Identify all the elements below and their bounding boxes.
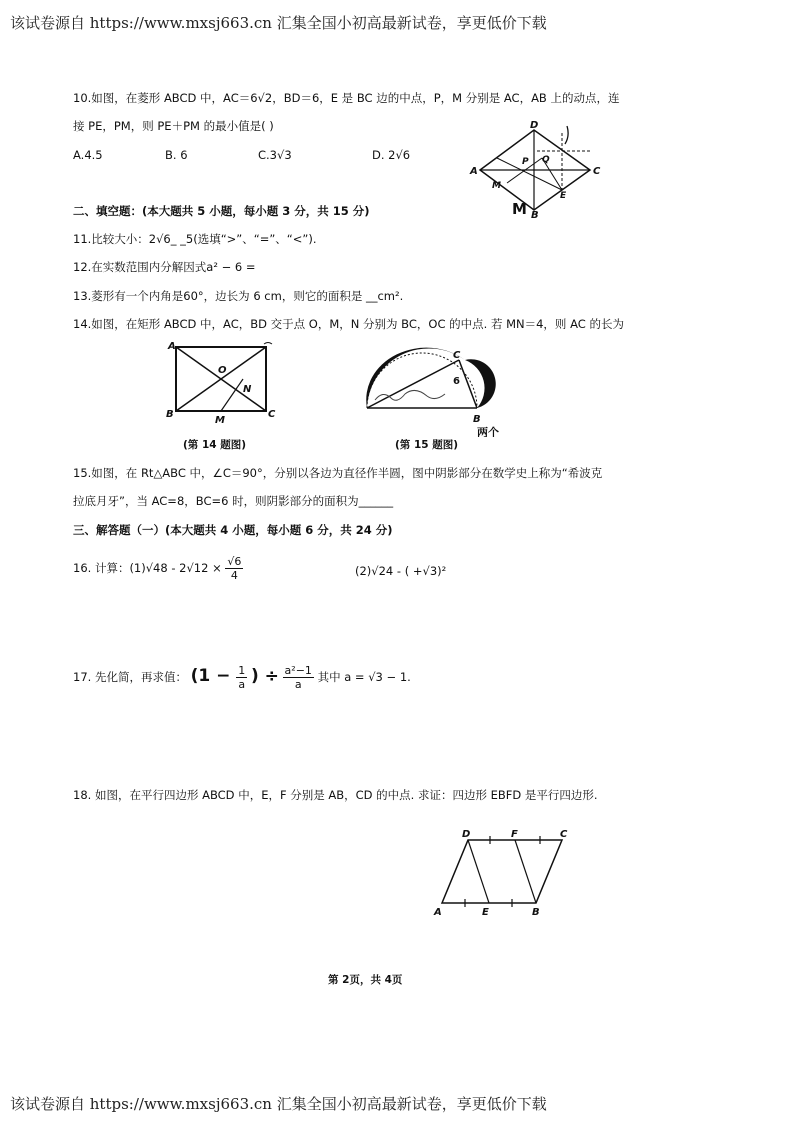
fig14-label-n: N [243,384,252,395]
fig15-handwritten: 两个 [477,426,499,437]
q10-rhombus-figure [462,118,612,218]
fig14-caption: (第 14 题图) [183,439,247,451]
fig15-label-c: C [453,350,461,361]
q17-prefix: 17. 先化简，再求值： [73,670,187,684]
fig15-lunes [355,332,515,437]
fig10-label-m: M [492,181,501,191]
page-footer: 该试卷源自 https://www.mxsj663.cn 汇集全国小初高最新试卷，享更低价下载 [10,1095,547,1113]
q10-option-b: B. 6 [165,148,188,162]
q17-suffix: 其中 a = √3 − 1. [317,670,411,684]
page-header: 该试卷源自 https://www.mxsj663.cn 汇集全国小初高最新试卷，享更低价下载 [10,14,547,32]
svg-text:6: 6 [453,376,460,387]
q16-frac-den: 4 [230,569,238,582]
fig10-label-p: P [522,157,529,167]
q15-line1: 15.如图，在 Rt△ABC 中，∠C＝90°，分别以各边为直径作半圆，图中阴影部分在数学史上称为“希波克 [73,466,603,480]
fig18-label-b: B [532,907,540,918]
q16-fraction [225,555,243,582]
fig10-handwritten-m: M [512,200,527,218]
q16-frac-num: √6 [227,555,242,568]
fig18-label-c: C [560,829,568,840]
q15-line2: 拉底月牙”，当 AC=8，BC=6 时，则阴影部分的面积为______ [73,494,394,508]
q17-frac2-num: a²−1 [284,664,312,677]
q10-option-d: D. 2√6 [372,148,411,162]
q17-frac1-den: a [238,678,246,691]
fig10-label-d: D [530,120,539,131]
fig14-label-a: A [168,341,176,352]
fig14-label-c: C [268,409,276,420]
q17-frac1-num: 1 [238,664,246,677]
page-number: 第 2页，共 4页 [328,974,403,986]
q16-part1-prefix: 16. 计算：(1)√48 - 2√12 × [73,561,222,575]
q17-expr2: ) ÷ [250,666,279,686]
q14: 14.如图，在矩形 ABCD 中，AC，BD 交于点 O，M，N 分别为 BC，OC 的中点. 若 MN＝4，则 AC 的长为 [73,317,624,331]
q16-part2: (2)√24 - ( +√3)² [355,564,447,578]
q17-fraction1 [236,664,247,691]
fig18-label-d: D [462,829,471,840]
q18-parallelogram-figure [430,825,580,920]
fig10-label-a: A [470,166,478,177]
q17-frac2-den: a [294,678,302,691]
fig10-label-e: E [560,191,567,201]
q12: 12.在实数范围内分解因式a² − 6 = [73,260,256,274]
fig10-label-q: Q [542,155,550,165]
q17 [73,664,411,691]
fig18-label-a: A [434,907,442,918]
q10-line1: 10.如图，在菱形 ABCD 中，AC＝6√2，BD＝6，E 是 BC 边的中点，P，M 分别是 AC，AB 上的动点，连 [73,91,620,105]
q16-part1 [73,555,243,582]
fig18-label-e: E [482,907,489,918]
fig15-label-b: B [473,414,481,425]
q17-expr1: (1 − [190,666,237,686]
section3-title: 三、解答题（一）(本大题共 4 小题，每小题 6 分，共 24 分) [73,523,393,537]
fig10-label-c: C [593,166,601,177]
q17-fraction2 [283,664,314,691]
fig15-caption: (第 15 题图) [395,439,459,451]
fig14-rectangle [160,337,280,427]
section2-title: 二、填空题：(本大题共 5 小题，每小题 3 分，共 15 分) [73,204,370,218]
q13: 13.菱形有一个内角是60°，边长为 6 cm，则它的面积是 __cm². [73,289,404,303]
fig10-label-b: B [531,210,539,218]
q18-text: 18. 如图，在平行四边形 ABCD 中，E，F 分别是 AB，CD 的中点. 求证：四边形 EBFD 是平行四边形. [73,788,598,802]
fig14-label-b: B [166,409,174,420]
fig14-label-m: M [215,415,225,426]
q10-option-a: A.4.5 [73,148,103,162]
fig18-label-f: F [511,829,518,840]
q10-line2: 接 PE，PM，则 PE＋PM 的最小值是( ) [73,119,274,133]
fig14-label-o: O [218,365,227,376]
q11: 11.比较大小：2√6_ _5(选填“>”、“=”、“<”). [73,232,317,246]
q10-option-c: C.3√3 [258,148,292,162]
